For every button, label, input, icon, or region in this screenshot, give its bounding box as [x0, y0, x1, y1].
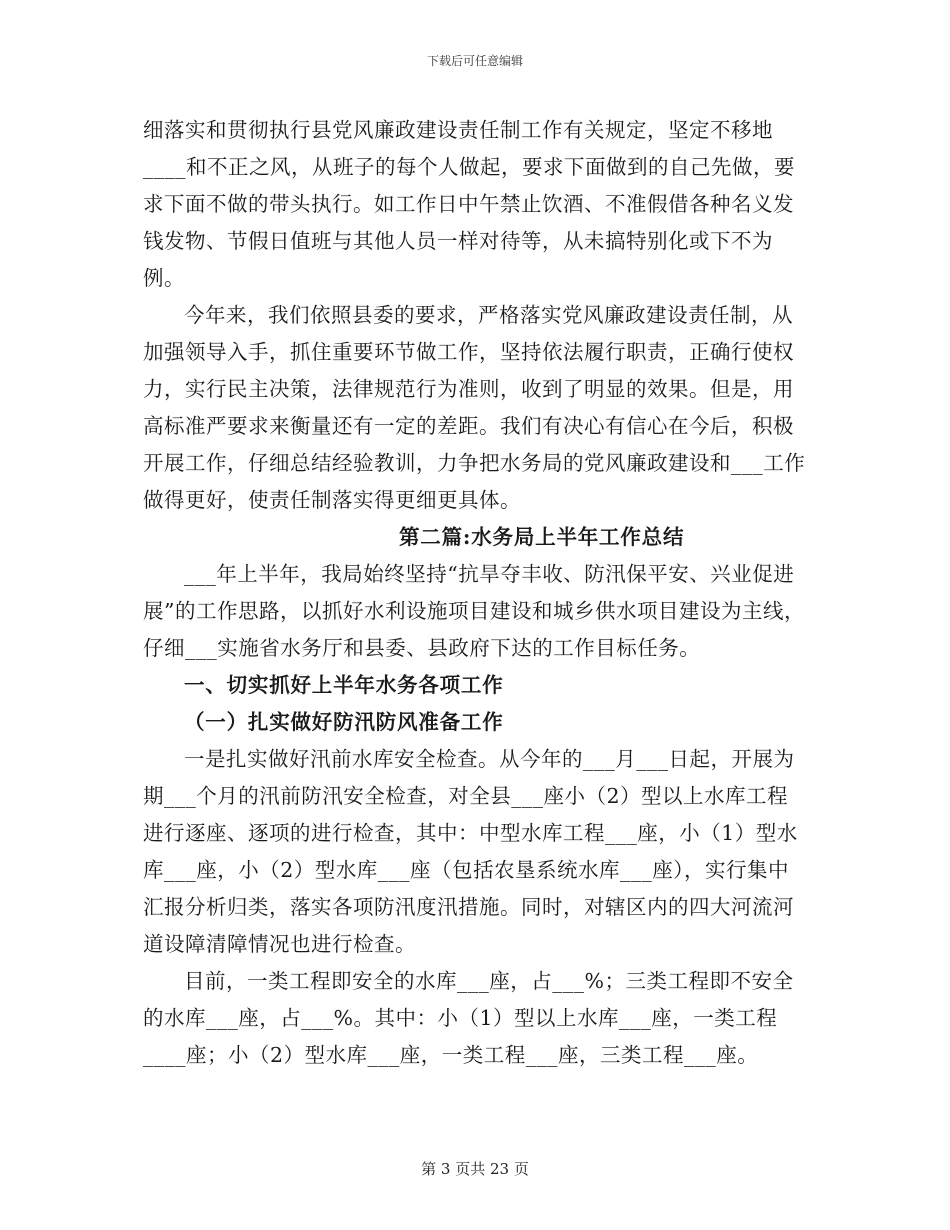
page-header-note: 下载后可任意编辑 [426, 54, 523, 68]
paragraph-continuation: 细落实和贯彻执行县党风廉政建设责任制工作有关规定，坚定不移地____和不正之风，从班子的每个人做起，要求下面做到的自己先做，要求下面不做的带头执行。如工作日中午禁止饮酒、不准假借各种名义发钱发物、节假日值班与其他人员一样对待等，从未搞特别化或下不为例。 [143, 118, 795, 290]
paragraph-summary: 今年来，我们依照县委的要求，严格落实党风廉政建设责任制，从加强领导入手，抓住重要环节做工作，坚持依法履行职责，正确行使权力，实行民主决策，法律规范行为准则，收到了明显的效果。但是，用高标准严要求来衡量还有一定的差距。我们有决心有信心在今后，积极开展工作，仔细总结经验教训，力争把水务局的党风廉政建设和___工作做得更好，使责任制落实得更细更具体。 [143, 303, 806, 512]
document-body [143, 112, 807, 1074]
paragraph-intro: ___年上半年，我局始终坚持“抗旱夺丰收、防汛保平安、兴业促进展”的工作思路，以抓好水利设施项目建设和城乡供水项目建设为主线，仔细___实施省水务厅和县委、县政府下达的工作目标任务。 [143, 562, 805, 660]
section-title: 第二篇:水务局上半年工作总结 [398, 525, 685, 549]
paragraph-status: 目前，一类工程即安全的水库___座，占___%；三类工程即不安全的水库___座，占___%。其中：小（1）型以上水库___座，一类工程____座；小（2）型水库___座，一类工程___座，三类工程___座。 [143, 969, 794, 1067]
paragraph-inspection: 一是扎实做好汛前水库安全检查。从今年的___月___日起，开展为期___个月的汛前防汛安全检查，对全县___座小（2）型以上水库工程进行逐座、逐项的进行检查，其中：中型水库工程___座，小（1）型水库___座，小（2）型水库___座（包括农垦系统水库___座），实行集中汇报分析归类，落实各项防汛度汛措施。同时，对辖区内的四大河流河道设障清障情况也进行检查。 [143, 747, 798, 956]
page-footer-number: 第 3 页共 23 页 [421, 1160, 529, 1178]
heading-level-2: （一）扎实做好防汛防风准备工作 [184, 710, 504, 734]
heading-level-1: 一、切实抓好上半年水务各项工作 [184, 673, 504, 697]
